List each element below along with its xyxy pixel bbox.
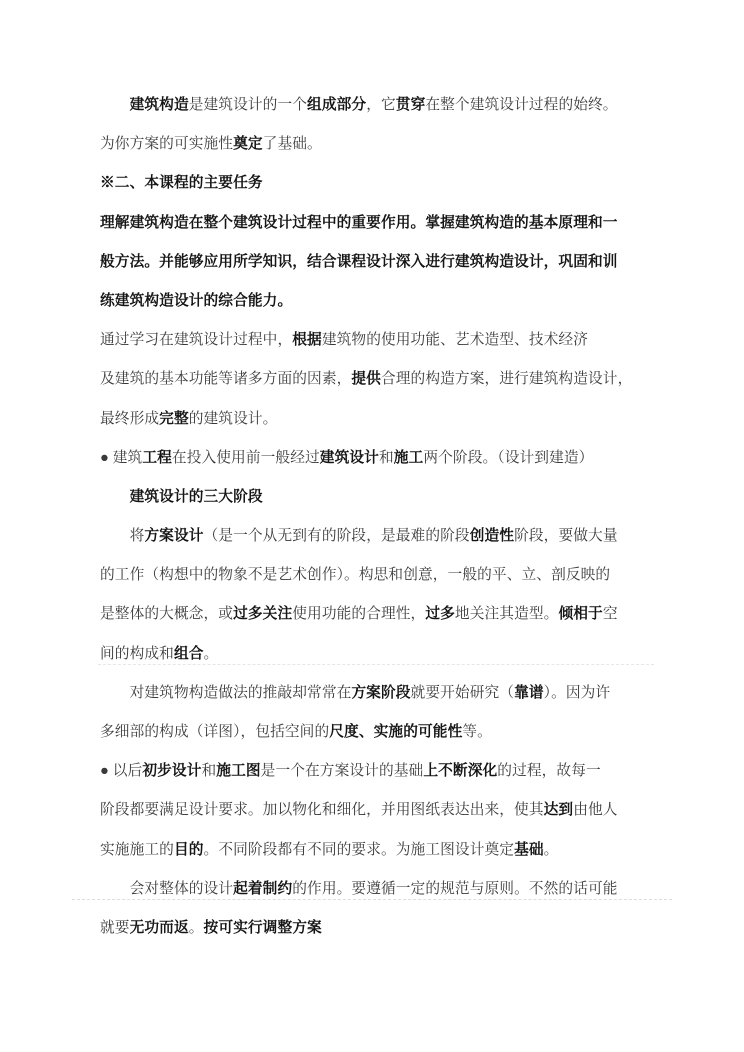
text-run: ● 建筑 xyxy=(100,449,143,466)
text-run: 将 xyxy=(100,528,145,545)
text-run: 建筑物的使用功能、艺术造型、技术经济 xyxy=(321,332,589,349)
bold-text-run: 按可实行调整方案 xyxy=(203,919,322,936)
text-run: 为你方案的可实施性 xyxy=(100,136,234,153)
text-run: 等。 xyxy=(462,724,492,740)
text-run: 空 xyxy=(602,606,618,623)
text-run: 通过学习在建筑设计过程中， xyxy=(100,332,293,349)
text-run: 使用功能的合理性， xyxy=(292,606,426,623)
text-run: 及建筑的基本功能等诸多方面的因素， xyxy=(100,371,352,388)
text-run: 阶段都要满足设计要求。加以物化和细化，并用图纸表达出来，使其 xyxy=(100,802,544,819)
document-line xyxy=(100,86,640,125)
document-line xyxy=(100,360,640,399)
bold-text-run: 创造性 xyxy=(469,528,515,545)
bold-text-run: 上不断深化 xyxy=(423,763,498,780)
text-run: 。 xyxy=(543,841,559,858)
bold-text-run: 提供 xyxy=(351,371,381,388)
bold-text-run: 施工 xyxy=(393,449,424,466)
text-run: 多细部的构成（详图），包括空间的 xyxy=(100,724,330,740)
text-run: 的工作（构想中的物象不是艺术创作）。构思和创意，一般的平、立、剖反映的 xyxy=(100,567,611,584)
text-run: 会对整体的设计 xyxy=(100,880,234,897)
text-run: （是一个从无到有的阶段，是最难的阶段 xyxy=(203,528,470,545)
document-line xyxy=(100,752,640,791)
text-run: 实施施工的 xyxy=(100,841,174,858)
document-line xyxy=(100,870,640,909)
document-line xyxy=(100,791,640,830)
bold-text-run: 方案阶段 xyxy=(351,684,411,701)
text-run: 的过程，故每一 xyxy=(497,763,601,780)
document-line xyxy=(100,164,640,203)
document-line xyxy=(100,556,640,595)
text-run: 。不同阶段都有不同的要求。为施工图设计奠定 xyxy=(203,841,515,858)
text-run: 在整个建筑设计过程的始终。 xyxy=(425,97,618,113)
document-line xyxy=(100,713,640,752)
text-run: 。 xyxy=(188,919,204,936)
bold-text-run: 过多 xyxy=(425,606,455,623)
bold-text-run: 理解建筑构造在整个建筑设计过程中的重要作用。掌握建筑构造的基本原理和一 xyxy=(100,214,618,231)
bold-text-run: 完整 xyxy=(159,410,189,427)
bold-text-run: 达到 xyxy=(543,802,574,819)
bold-text-run: 过多关注 xyxy=(233,606,293,623)
text-run: ，它 xyxy=(366,97,396,113)
text-run xyxy=(100,489,130,505)
text-run: 对建筑物构造做法的推敲却常常在 xyxy=(100,684,352,701)
bold-text-run: 奠定 xyxy=(233,136,263,153)
document-line xyxy=(100,831,640,870)
document-line xyxy=(100,517,640,556)
text-run: 了基础。 xyxy=(262,136,322,153)
text-run: 的建筑设计。 xyxy=(188,410,278,427)
bold-text-run: 靠谱 xyxy=(514,684,544,701)
text-run: 在投入使用前一般经过 xyxy=(171,449,320,466)
bold-text-run: 目的 xyxy=(173,841,204,858)
document-line xyxy=(100,595,640,634)
bold-text-run: 组成部分 xyxy=(307,97,367,113)
bold-text-run: 基础 xyxy=(514,841,544,858)
text-run: 是整体的大概念，或 xyxy=(100,606,234,623)
document-line xyxy=(100,439,640,478)
document-body xyxy=(100,86,640,948)
bold-text-run: 组合 xyxy=(173,645,204,662)
bold-text-run: 建筑设计 xyxy=(319,449,379,466)
text-run: 两个阶段。（设计到建造） xyxy=(423,449,594,466)
document-line xyxy=(100,909,640,948)
text-run: 由他人 xyxy=(573,802,618,819)
bold-text-run: 倾相于 xyxy=(558,606,603,623)
text-run: 阶段，要做大量 xyxy=(514,528,618,545)
document-line xyxy=(100,321,640,360)
text-run: ）。因为许 xyxy=(543,684,611,701)
text-run: 是建筑设计的一个 xyxy=(188,97,308,113)
bold-text-run: ※二、本课程的主要任务 xyxy=(100,175,263,192)
document-line xyxy=(100,125,640,164)
document-line xyxy=(100,635,640,674)
bold-text-run: 起着制约 xyxy=(233,880,293,897)
text-run: 地关注其造型。 xyxy=(454,606,559,623)
bold-text-run: 方案设计 xyxy=(144,528,204,545)
text-run: 最终形成 xyxy=(100,410,160,427)
text-run: 是一个在方案设计的基础 xyxy=(260,763,424,780)
bold-text-run: 般方法。并能够应用所学知识，结合课程设计深入进行建筑构造设计，巩固和训 xyxy=(100,253,618,270)
bold-text-run: 初步设计 xyxy=(142,763,202,780)
bold-text-run: 根据 xyxy=(292,332,322,349)
bold-text-run: 无功而返 xyxy=(129,919,189,936)
bold-text-run: 练建筑构造设计的综合能力。 xyxy=(100,292,293,309)
document-line xyxy=(100,478,640,517)
text-run: 合理的构造方案，进行建筑构造设计， xyxy=(380,371,633,388)
text-run: 就要开始研究（ xyxy=(410,684,515,701)
text-run: 间的构成和 xyxy=(100,645,174,662)
document-line xyxy=(100,674,640,713)
text-run: 的作用。要遵循一定的规范与原则。不然的话可能 xyxy=(292,880,618,897)
text-run: 和 xyxy=(378,449,394,466)
document-line xyxy=(100,243,640,282)
text-run xyxy=(100,97,130,113)
bold-text-run: 施工图 xyxy=(216,763,261,780)
document-line xyxy=(100,400,640,439)
bold-text-run: 工程 xyxy=(142,449,172,466)
bold-text-run: 建筑构造 xyxy=(129,97,189,113)
text-run: 就要 xyxy=(100,919,130,936)
document-line xyxy=(100,282,640,321)
text-run: 。 xyxy=(203,645,219,662)
text-run: ● 以后 xyxy=(100,763,143,780)
bold-text-run: 尺度、实施的可能性 xyxy=(329,724,463,740)
bold-text-run: 建筑设计的三大阶段 xyxy=(129,488,263,505)
text-run: 和 xyxy=(201,763,217,780)
document-line xyxy=(100,204,640,243)
bold-text-run: 贯穿 xyxy=(395,97,426,113)
